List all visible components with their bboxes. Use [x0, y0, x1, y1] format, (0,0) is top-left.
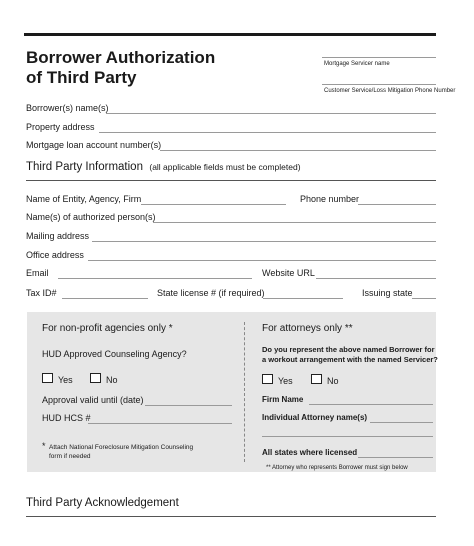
attorney-names-label: Individual Attorney name(s): [262, 413, 368, 422]
mailing-address-label: Mailing address: [26, 231, 90, 241]
website-url-field[interactable]: [316, 278, 436, 279]
nonprofit-footnote-star: *: [42, 441, 46, 451]
firm-name-label: Firm Name: [262, 395, 304, 404]
form-title-line-2: of Third Party: [26, 68, 137, 87]
office-address-label: Office address: [26, 250, 84, 260]
entity-name-field[interactable]: [141, 204, 286, 205]
third-party-heading-note: (all applicable fields must be completed): [149, 162, 301, 172]
state-license-field[interactable]: [263, 298, 343, 299]
state-license-label: State license # (if required): [157, 288, 265, 298]
servicer-name-field[interactable]: [322, 57, 436, 58]
nonprofit-footnote-line-2: form if needed: [49, 453, 91, 460]
approval-date-label: Approval valid until (date): [42, 395, 144, 405]
loan-number-label: Mortgage loan account number(s): [26, 140, 162, 150]
tax-id-label: Tax ID#: [26, 288, 57, 298]
email-label: Email: [26, 268, 49, 278]
section-divider: [26, 180, 436, 181]
states-licensed-label: All states where licensed: [262, 448, 358, 457]
hud-yes-label: Yes: [58, 375, 73, 385]
attorney-heading: For attorneys only **: [262, 323, 353, 334]
hud-yes-checkbox[interactable]: [42, 373, 53, 383]
attorney-yes-checkbox[interactable]: [262, 374, 273, 384]
issuing-state-label: Issuing state: [362, 288, 413, 298]
attorney-question-line-1: Do you represent the above named Borrower for: [262, 345, 435, 354]
third-party-heading-text: Third Party Information: [26, 161, 143, 173]
acknowledgement-heading: Third Party Acknowledgement: [26, 497, 179, 509]
property-address-field[interactable]: [99, 132, 436, 133]
hud-question: HUD Approved Counseling Agency?: [42, 349, 187, 359]
borrower-names-label: Borrower(s) name(s): [26, 103, 109, 113]
office-address-field[interactable]: [88, 260, 436, 261]
servicer-name-label: Mortgage Servicer name: [324, 61, 390, 67]
attorney-no-label: No: [327, 376, 339, 386]
attorney-no-checkbox[interactable]: [311, 374, 322, 384]
approval-date-field[interactable]: [145, 405, 232, 406]
firm-name-field[interactable]: [309, 404, 433, 405]
attorney-names-field[interactable]: [370, 422, 433, 423]
authorized-persons-label: Name(s) of authorized person(s): [26, 212, 156, 222]
third-party-heading: [26, 161, 301, 173]
nonprofit-heading: For non-profit agencies only *: [42, 323, 173, 334]
attorney-question-line-2: a workout arrangement with the named Servicer?: [262, 355, 438, 364]
borrower-names-field[interactable]: [106, 113, 436, 114]
nonprofit-footnote-line-1: Attach National Foreclosure Mitigation Counseling: [49, 444, 194, 451]
attorney-footnote: ** Attorney who represents Borrower must sign below: [266, 465, 408, 471]
attorney-names-field-2[interactable]: [262, 436, 433, 437]
hud-no-label: No: [106, 375, 118, 385]
acknowledgement-divider: [26, 516, 436, 517]
panel-divider: [244, 322, 245, 462]
entity-name-label: Name of Entity, Agency, Firm: [26, 194, 142, 204]
hud-no-checkbox[interactable]: [90, 373, 101, 383]
phone-number-field[interactable]: [358, 204, 436, 205]
top-rule: [24, 33, 436, 36]
authorized-persons-field[interactable]: [153, 222, 436, 223]
loan-number-field[interactable]: [160, 150, 436, 151]
attorney-yes-label: Yes: [278, 376, 293, 386]
property-address-label: Property address: [26, 122, 95, 132]
mailing-address-field[interactable]: [92, 241, 436, 242]
website-url-label: Website URL: [262, 268, 315, 278]
hud-hcs-label: HUD HCS #: [42, 413, 91, 423]
servicer-phone-field[interactable]: [322, 84, 436, 85]
form-title-line-1: Borrower Authorization: [26, 48, 216, 67]
phone-number-label: Phone number: [300, 194, 360, 204]
email-field[interactable]: [58, 278, 252, 279]
tax-id-field[interactable]: [62, 298, 148, 299]
issuing-state-field[interactable]: [412, 298, 436, 299]
hud-hcs-field[interactable]: [88, 423, 232, 424]
servicer-phone-label: Customer Service/Loss Mitigation Phone Number: [324, 88, 456, 94]
states-licensed-field[interactable]: [358, 457, 433, 458]
